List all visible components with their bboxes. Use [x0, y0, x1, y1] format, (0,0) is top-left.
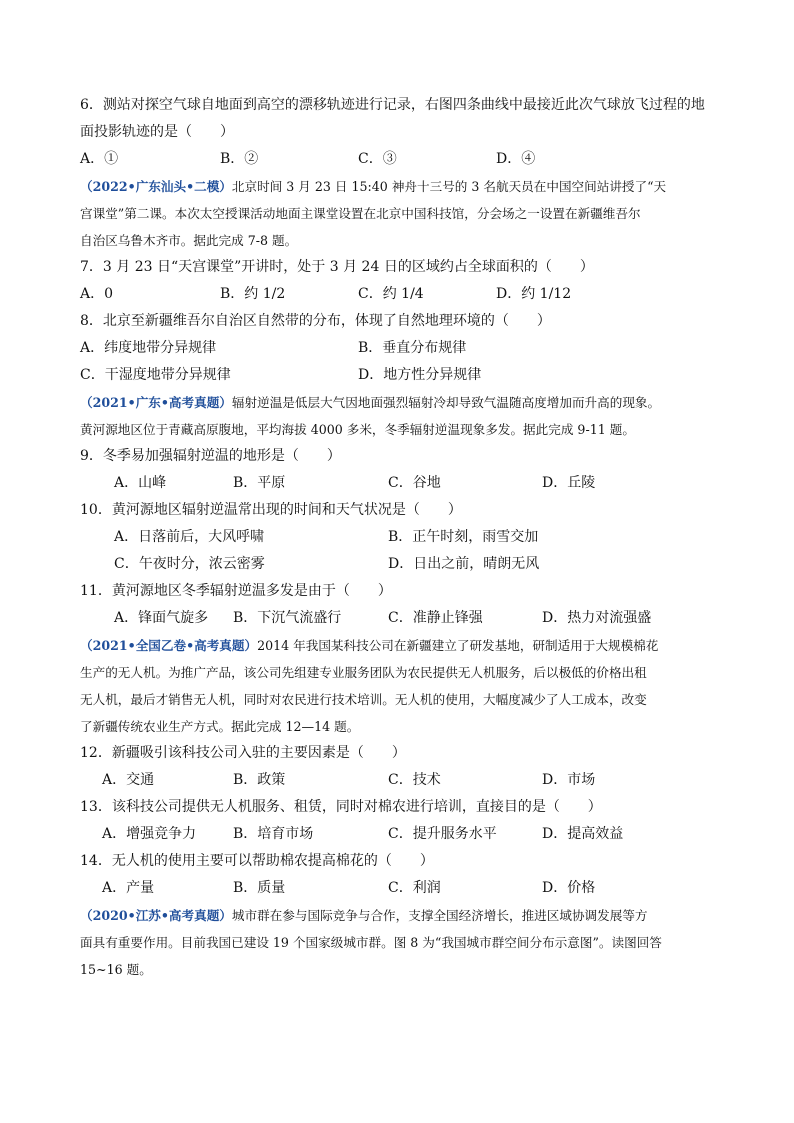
q9-option-c[interactable]: C．谷地 — [388, 475, 441, 491]
q12-options — [80, 767, 714, 794]
q10-option-b[interactable]: B．正午时刻，雨雪交加 — [388, 529, 539, 545]
passage-7-8-line-1: 北京时间 3 月 23 日 15:40 神舟十三号的 3 名航天员在中国空间站讲授了“天 — [231, 179, 667, 194]
q14-option-b[interactable]: B．质量 — [233, 880, 286, 896]
q7-option-a[interactable]: A．0 — [80, 286, 114, 302]
q13-option-a[interactable]: A．增强竞争力 — [102, 826, 197, 842]
q11-option-b[interactable]: B．下沉气流盛行 — [233, 610, 342, 626]
q11-option-a[interactable]: A．锋面气旋多 — [114, 610, 209, 626]
passage-15-16-line-1: 城市群在参与国际竞争与合作，支撑全国经济增长，推进区域协调发展等方 — [231, 908, 648, 923]
q8-stem: 8．北京至新疆维吾尔自治区自然带的分布，体现了自然地理环境的（ ） — [80, 313, 551, 329]
passage-7-8-line-3: 自治区乌鲁木齐市。据此完成 7-8 题。 — [80, 233, 298, 248]
passage-7-8-source: （2022•广东汕头•二模） — [80, 179, 232, 194]
q14-options — [80, 875, 714, 902]
q13-option-c[interactable]: C．提升服务水平 — [388, 826, 497, 842]
q7-options — [80, 281, 714, 308]
q13-stem: 13．该科技公司提供无人机服务、租赁，同时对棉农进行培训，直接目的是（ ） — [80, 799, 602, 815]
q7-option-b[interactable]: B．约 1/2 — [220, 286, 286, 302]
q12-option-b[interactable]: B．政策 — [233, 772, 286, 788]
q11-option-d[interactable]: D．热力对流强盛 — [542, 610, 652, 626]
q8-option-b[interactable]: B．垂直分布规律 — [358, 340, 467, 356]
passage-12-14-line-3: 无人机，最后才销售无人机，同时对农民进行技术培训。无人机的使用，大幅度减少了人工成本，改变 — [80, 692, 647, 707]
q8-options-row-2 — [80, 362, 714, 389]
q8-options-row-1 — [80, 335, 714, 362]
q13-option-d[interactable]: D．提高效益 — [542, 826, 624, 842]
passage-12-14-line-4: 了新疆传统农业生产方式。据此完成 12—14 题。 — [80, 719, 360, 734]
q9-stem: 9．冬季易加强辐射逆温的地形是（ ） — [80, 448, 341, 464]
exam-page — [80, 92, 714, 983]
passage-9-11-source: （2021•广东•高考真题） — [80, 395, 232, 410]
q9-option-d[interactable]: D．丘陵 — [542, 475, 596, 491]
q10-option-c[interactable]: C．午夜时分，浓云密雾 — [114, 556, 265, 572]
q6-option-b[interactable]: B．② — [220, 151, 259, 167]
q14-option-c[interactable]: C．利润 — [388, 880, 441, 896]
passage-15-16-line-3: 15~16 题。 — [80, 962, 152, 977]
q9-options — [80, 470, 714, 497]
passage-12-14 — [80, 632, 714, 740]
q13-options — [80, 821, 714, 848]
q10-option-a[interactable]: A．日落前后，大风呼啸 — [114, 529, 265, 545]
q10-option-d[interactable]: D．日出之前，晴朗无风 — [388, 556, 540, 572]
q9-option-a[interactable]: A．山峰 — [114, 475, 167, 491]
passage-15-16 — [80, 902, 714, 983]
q12-option-a[interactable]: A．交通 — [102, 772, 155, 788]
q9-option-b[interactable]: B．平原 — [233, 475, 286, 491]
q8-option-a[interactable]: A．纬度地带分异规律 — [80, 340, 217, 356]
q6-options — [80, 146, 714, 173]
passage-9-11-line-2: 黄河源地区位于青藏高原腹地，平均海拔 4000 多米，冬季辐射逆温现象多发。据此完成 9-11 题。 — [80, 422, 635, 437]
passage-7-8 — [80, 173, 714, 254]
q14-option-a[interactable]: A．产量 — [102, 880, 155, 896]
passage-12-14-line-1: 2014 年我国某科技公司在新疆建立了研发基地，研制适用于大规模棉花 — [257, 638, 659, 653]
q6-option-d[interactable]: D．④ — [496, 151, 536, 167]
passage-15-16-source: （2020•江苏•高考真题） — [80, 908, 232, 923]
q13-option-b[interactable]: B．培育市场 — [233, 826, 314, 842]
q10-stem: 10．黄河源地区辐射逆温常出现的时间和天气状况是（ ） — [80, 502, 462, 518]
q7-stem: 7．3 月 23 日“天宫课堂”开讲时，处于 3 月 24 日的区域约占全球面积的（ ） — [80, 259, 594, 275]
q11-option-c[interactable]: C．准静止锋强 — [388, 610, 483, 626]
q8-option-c[interactable]: C．干湿度地带分异规律 — [80, 367, 231, 383]
q11-options — [80, 605, 714, 632]
passage-12-14-source: （2021•全国乙卷•高考真题） — [80, 638, 258, 653]
q12-option-d[interactable]: D．市场 — [542, 772, 596, 788]
q6-stem-line-1: 6．测站对探空气球自地面到高空的漂移轨迹进行记录，右图四条曲线中最接近此次气球放飞过程的地 — [80, 97, 705, 113]
q6-option-a[interactable]: A．① — [80, 151, 119, 167]
q8-option-d[interactable]: D．地方性分异规律 — [358, 367, 482, 383]
q12-stem: 12．新疆吸引该科技公司入驻的主要因素是（ ） — [80, 745, 406, 761]
q6-option-c[interactable]: C．③ — [358, 151, 397, 167]
q11-stem: 11．黄河源地区冬季辐射逆温多发是由于（ ） — [80, 583, 392, 599]
passage-12-14-line-2: 生产的无人机。为推广产品，该公司先组建专业服务团队为农民提供无人机服务，后以极低的价格出租 — [80, 665, 647, 680]
passage-7-8-line-2: 宫课堂”第二课。本次太空授课活动地面主课堂设置在北京中国科技馆，分会场之一设置在新疆维吾尔 — [80, 206, 641, 221]
passage-9-11 — [80, 389, 714, 443]
q10-options-row-1 — [80, 524, 714, 551]
passage-9-11-line-1: 辐射逆温是低层大气因地面强烈辐射冷却导致气温随高度增加而升高的现象。 — [231, 395, 661, 410]
q10-options-row-2 — [80, 551, 714, 578]
passage-15-16-line-2: 面具有重要作用。目前我国已建设 19 个国家级城市群。图 8 为“我国城市群空间分布示意图”。读图回答 — [80, 935, 662, 950]
q7-option-c[interactable]: C．约 1/4 — [358, 286, 424, 302]
q7-option-d[interactable]: D．约 1/12 — [496, 286, 572, 302]
q14-stem: 14．无人机的使用主要可以帮助棉农提高棉花的（ ） — [80, 853, 434, 869]
q12-option-c[interactable]: C．技术 — [388, 772, 441, 788]
q14-option-d[interactable]: D．价格 — [542, 880, 596, 896]
q6-stem-line-2: 面投影轨迹的是（ ） — [80, 124, 234, 140]
